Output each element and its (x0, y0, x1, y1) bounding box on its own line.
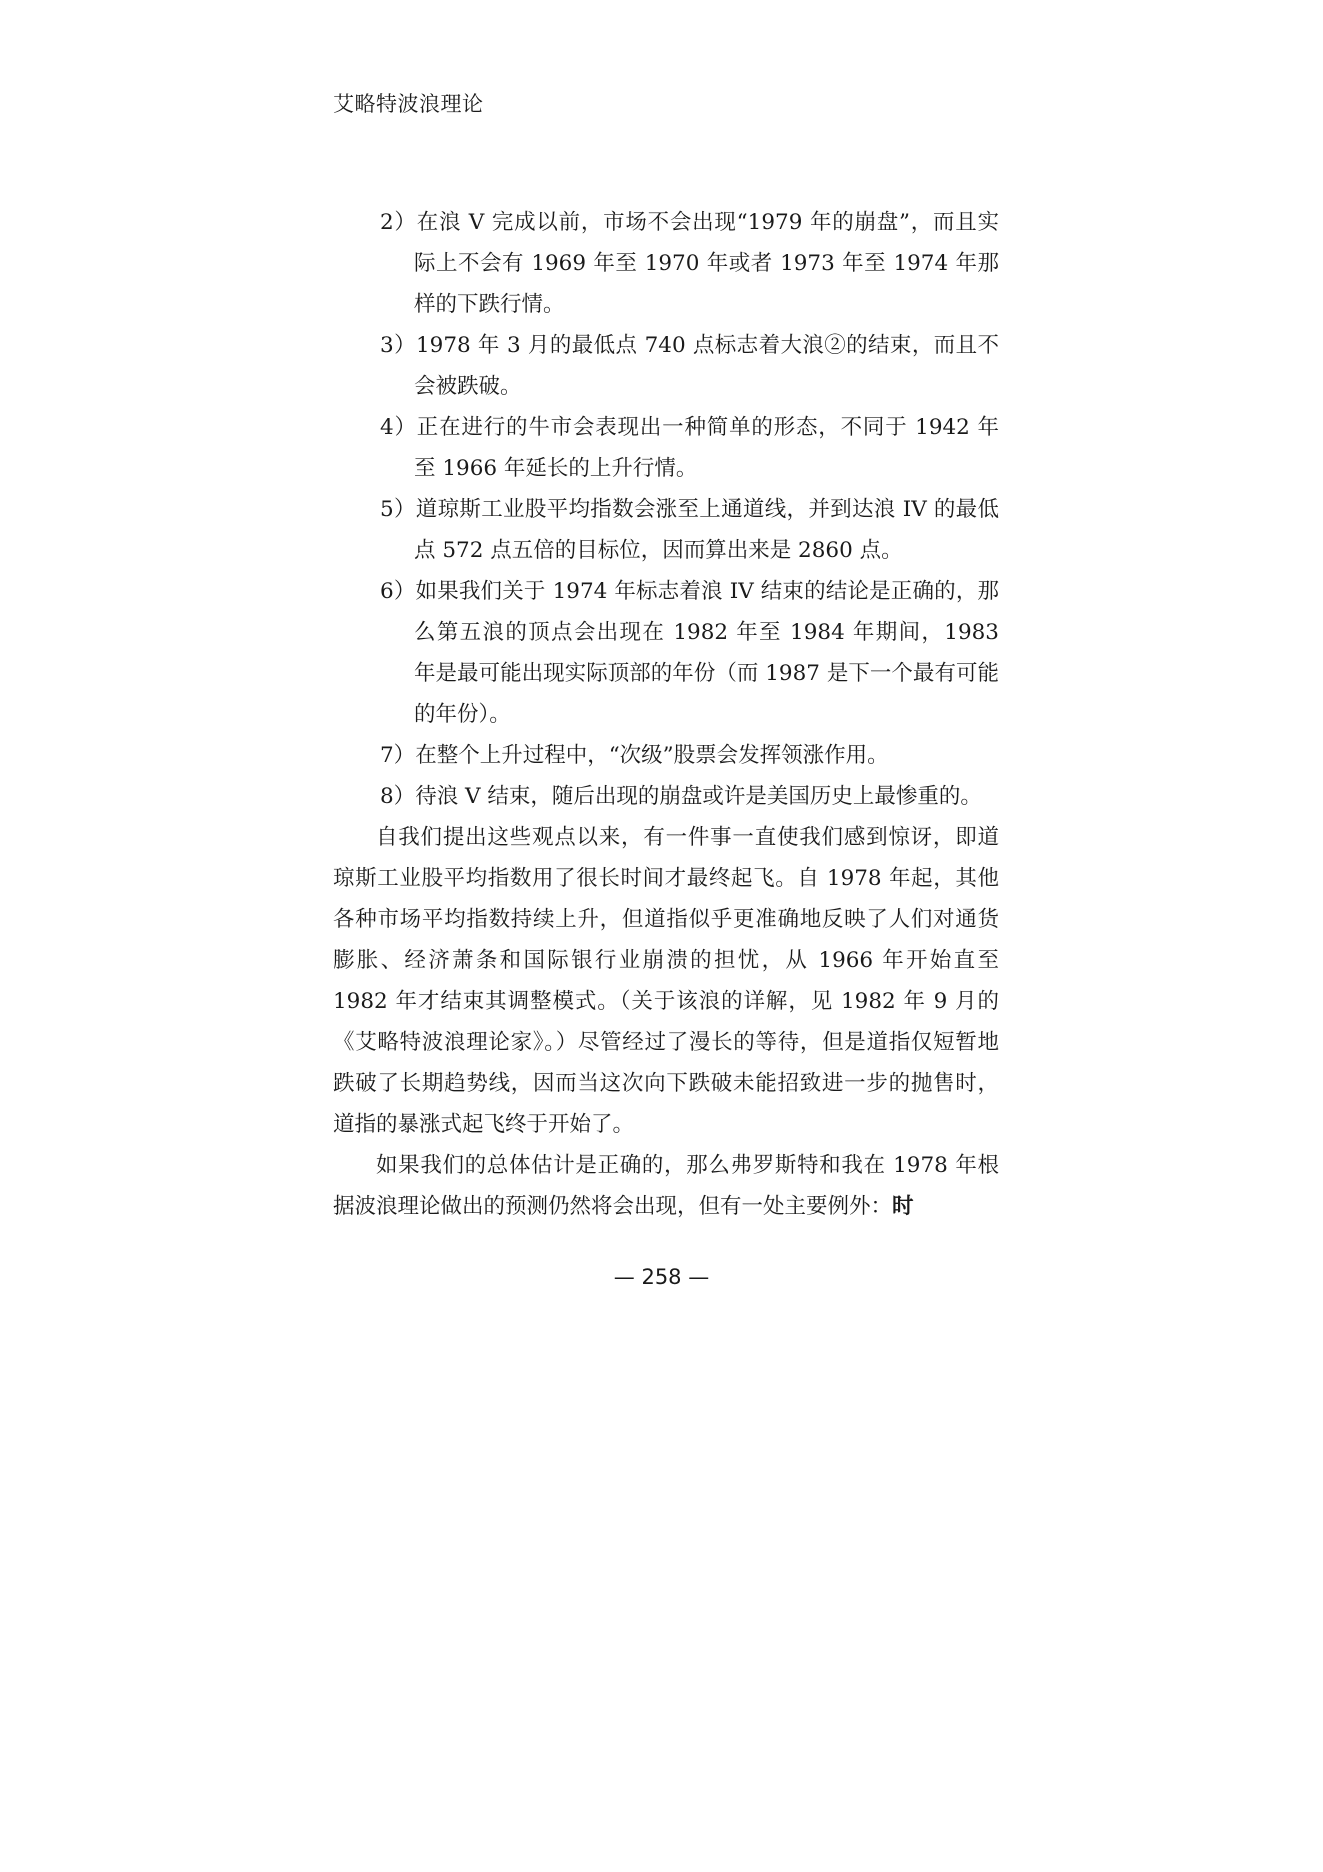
paragraph-text: 自我们提出这些观点以来，有一件事一直使我们感到惊讶，即道琼斯工业股平均指数用了很长时间才最终起飞。自 1978 年起，其他各种市场平均指数持续上升，但道指似乎更准确地反映了人们对通货膨胀、经济萧条和国际银行业崩溃的担忧，从 1966 年开始直至 1982 年才结束其调整模式。（关于该浪的详解，见 1982 年 9 月的《艾略特波浪理论家》。）尽管经过了漫长的等待，但是道指仅短暂地跌破了长期趋势线，因而当这次向下跌破未能招致进一步的抛售时，道指的暴涨式起飞终于开始了。 (333, 825, 999, 1137)
list-item-number: 5） (380, 497, 416, 522)
running-header: 艾略特波浪理论 (333, 92, 484, 116)
body-paragraph (333, 1145, 999, 1227)
list-item-number: 3） (380, 333, 416, 358)
numbered-list (333, 202, 999, 817)
list-item-text: 1978 年 3 月的最低点 740 点标志着大浪②的结束，而且不会被跌破。 (414, 333, 999, 399)
list-item-text: 在整个上升过程中，“次级”股票会发挥领涨作用。 (415, 743, 889, 768)
page-number: — 258 — (613, 1265, 710, 1289)
list-item (380, 571, 999, 735)
emphasized-text: 时 (892, 1194, 914, 1219)
list-item-number: 7） (380, 743, 416, 768)
list-item (380, 735, 999, 776)
page-body (333, 202, 999, 1227)
list-item (380, 325, 999, 407)
list-item (380, 776, 999, 817)
list-item-text: 待浪 V 结束，随后出现的崩盘或许是美国历史上最惨重的。 (415, 784, 982, 809)
list-item-number: 8） (380, 784, 416, 809)
list-item-number: 2） (380, 210, 417, 235)
list-item-text: 正在进行的牛市会表现出一种简单的形态，不同于 1942 年至 1966 年延长的上升行情。 (414, 415, 999, 481)
paragraph-text: 如果我们的总体估计是正确的，那么弗罗斯特和我在 1978 年根据波浪理论做出的预测仍然将会出现，但有一处主要例外： (333, 1153, 999, 1219)
list-item-number: 4） (380, 415, 417, 440)
list-item-text: 在浪 V 完成以前，市场不会出现“1979 年的崩盘”，而且实际上不会有 1969 年至 1970 年或者 1973 年至 1974 年那样的下跌行情。 (414, 210, 999, 317)
list-item (380, 202, 999, 325)
list-item-text: 如果我们关于 1974 年标志着浪 IV 结束的结论是正确的，那么第五浪的顶点会出现在 1982 年至 1984 年期间，1983 年是最可能出现实际顶部的年份（而 1987 是下一个最有可能的年份）。 (414, 579, 999, 727)
list-item-number: 6） (380, 579, 416, 604)
list-item (380, 489, 999, 571)
body-paragraph (333, 817, 999, 1145)
list-item (380, 407, 999, 489)
list-item-text: 道琼斯工业股平均指数会涨至上通道线，并到达浪 IV 的最低点 572 点五倍的目标位，因而算出来是 2860 点。 (414, 497, 999, 563)
